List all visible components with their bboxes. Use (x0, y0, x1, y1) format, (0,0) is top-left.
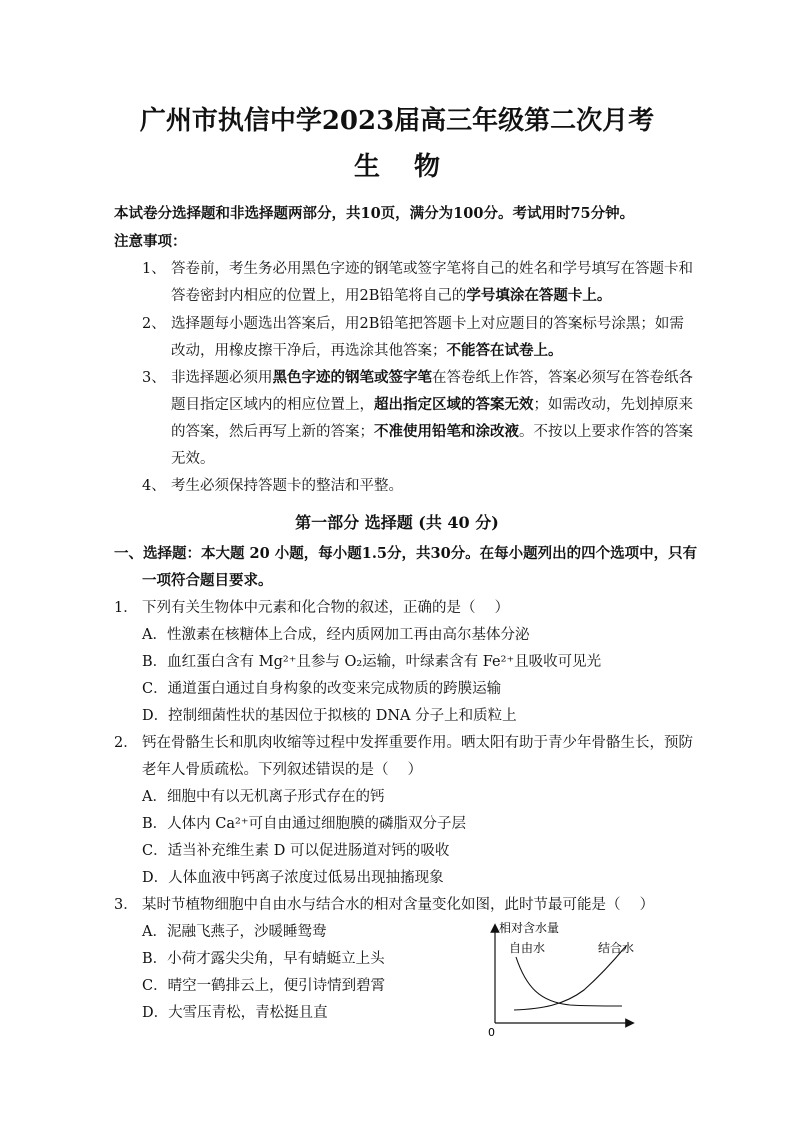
question-1-option-d: D．控制细菌性状的基因位于拟核的 DNA 分子上和质粒上 (142, 708, 517, 724)
question-3-option-a: A．泥融飞燕子，沙暖睡鸳鸯 (142, 924, 327, 940)
note-4-number: 4、 (142, 478, 166, 494)
question-3-option-b: B．小荷才露尖尖角，早有蜻蜓立上头 (142, 951, 385, 967)
subject-char-2: 物 (414, 152, 441, 182)
question-2-stem-line-1: 钙在骨骼生长和肌肉收缩等过程中发挥重要作用。晒太阳有助于青少年骨骼生长，预防 (142, 735, 693, 751)
water-content-figure (478, 912, 648, 1040)
question-2-stem-line-2: 老年人骨质疏松。下列叙述错误的是（ ） (142, 762, 423, 778)
free-water-label: 自由水 (509, 941, 546, 955)
question-2-option-b: B．人体内 Ca²⁺可自由通过细胞膜的磷脂双分子层 (142, 816, 466, 832)
subject-char-1: 生 (353, 152, 380, 182)
section-instruction-line-1: 一、选择题：本大题 20 小题，每小题1.5分，共30分。在每小题列出的四个选项中，只有 (114, 545, 698, 562)
question-1-option-c: C．通道蛋白通过自身构象的改变来完成物质的跨膜运输 (142, 681, 502, 697)
question-3-stem: 某时节植物细胞中自由水与结合水的相对含量变化如图，此时节最可能是（ ） (142, 897, 655, 913)
note-3-number: 3、 (142, 370, 166, 386)
note-2-line-2: 改动，用橡皮擦干净后，再选涂其他答案；不能答在试卷上。 (171, 342, 563, 359)
question-2-option-d: D．人体血液中钙离子浓度过低易出现抽搐现象 (142, 870, 444, 886)
bound-water-curve (514, 946, 626, 1010)
question-2-option-c: C．适当补充维生素 D 可以促进肠道对钙的吸收 (142, 843, 450, 859)
intro-line: 本试卷分选择题和非选择题两部分，共10页，满分为100分。考试用时75分钟。 (114, 205, 635, 222)
note-1-line-1: 答卷前，考生务必用黑色字迹的钢笔或签字笔将自己的姓名和学号填写在答题卡和 (171, 261, 693, 277)
origin-label: 0 (488, 1026, 495, 1039)
question-1-stem: 下列有关生物体中元素和化合物的叙述，正确的是（ ） (142, 600, 510, 616)
section-instruction-line-2: 一项符合题目要求。 (142, 572, 273, 589)
note-1-line-2: 答卷密封内相应的位置上，用2B铅笔将自己的学号填涂在答题卡上。 (171, 287, 612, 304)
question-2-number: 2． (114, 735, 138, 751)
question-1-option-a: A．性激素在核糖体上合成，经内质网加工再由高尔基体分泌 (142, 627, 530, 643)
question-3-option-d: D．大雪压青松，青松挺且直 (142, 1005, 328, 1021)
notes-label: 注意事项： (114, 233, 187, 250)
note-3-line-2: 题目指定区域内的相应位置上，超出指定区域的答案无效；如需改动，先划掉原来 (171, 396, 693, 413)
subject-title (0, 146, 794, 183)
note-3-line-3: 的答案，然后再写上新的答案；不准使用铅笔和涂改液。不按以上要求作答的答案 (171, 423, 693, 440)
question-1-number: 1． (114, 600, 138, 616)
note-4-line-1: 考生必须保持答题卡的整洁和平整。 (171, 478, 403, 494)
y-axis-label: 相对含水量 (499, 921, 560, 935)
question-1-option-b: B．血红蛋白含有 Mg²⁺且参与 O₂运输，叶绿素含有 Fe²⁺且吸收可见光 (142, 654, 602, 670)
note-3-line-4: 无效。 (171, 451, 215, 467)
part-1-heading: 第一部分 选择题 (共 40 分) (295, 513, 499, 532)
question-2-option-a: A．细胞中有以无机离子形式存在的钙 (142, 789, 385, 805)
exam-title: 广州市执信中学2023届高三年级第二次月考 (139, 106, 655, 136)
note-1-number: 1、 (142, 261, 166, 277)
question-3-option-c: C．晴空一鹤排云上，便引诗情到碧霄 (142, 978, 386, 994)
question-3-number: 3． (114, 897, 138, 913)
note-2-number: 2、 (142, 316, 166, 332)
bound-water-label: 结合水 (598, 941, 635, 955)
note-2-line-1: 选择题每小题选出答案后，用2B铅笔把答题卡上对应题目的答案标号涂黑；如需 (171, 316, 684, 332)
note-3-line-1: 非选择题必须用黑色字迹的钢笔或签字笔在答卷纸上作答，答案必须写在答卷纸各 (171, 369, 693, 386)
